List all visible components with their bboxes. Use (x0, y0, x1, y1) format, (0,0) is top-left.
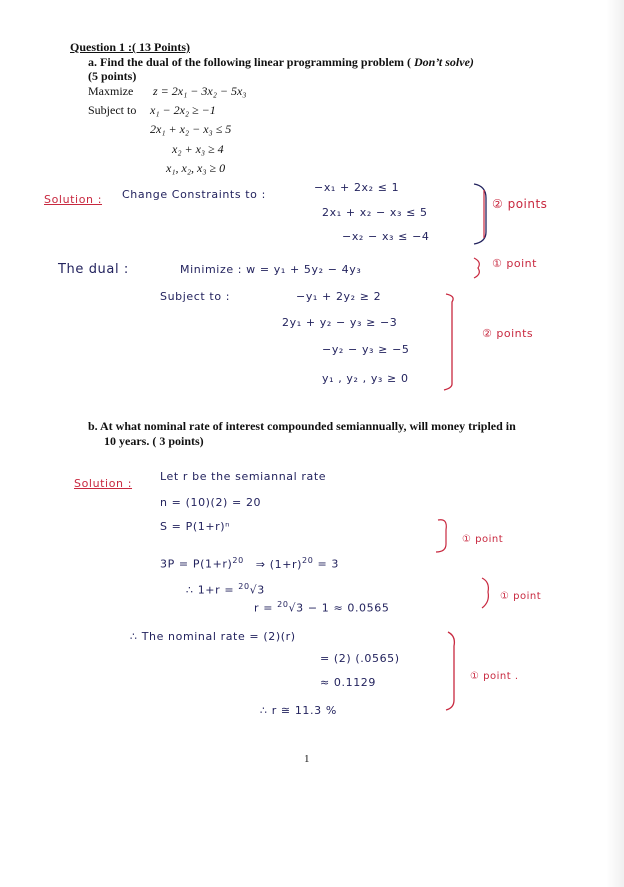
brace-mark (482, 578, 488, 608)
brace-mark (444, 294, 453, 390)
question-title: Question 1 :( 13 Points) (70, 40, 190, 54)
page-number: 1 (304, 753, 310, 765)
root-index: 20 (277, 600, 289, 609)
part-a-prompt-emphasis: Don’t solve) (411, 55, 474, 69)
equation-part: 3P = P(1+r) (160, 557, 233, 571)
changed-constraint: −x₂ − x₃ ≤ −4 (342, 230, 430, 243)
subject-to-label: Subject to (88, 103, 137, 117)
part-a-prompt-text: a. Find the dual of the following linear programming problem ( (88, 55, 412, 69)
objective-function: z = 2x₁ − 3x₂ − 5x₃ (153, 84, 247, 98)
solution-line: Let r be the semiannal rate (160, 470, 327, 483)
solution-a-label: Solution : (44, 193, 103, 206)
changed-constraint: −x₁ + 2x₂ ≤ 1 (314, 181, 400, 194)
nominal-rate-line: ∴ The nominal rate = (2)(r) (130, 630, 296, 643)
dual-constraint: 2y₁ + y₂ − y₃ ≥ −3 (282, 316, 398, 329)
brace-mark (436, 520, 446, 552)
primal-constraint: x₂ + x₃ ≥ 4 (172, 142, 224, 156)
equation-part: = 3 (313, 557, 340, 571)
points-annotation: ① point (500, 591, 542, 602)
equation-part: √3 − 1 ≈ 0.0565 (288, 601, 390, 615)
points-annotation: ① point (492, 257, 537, 270)
final-answer: ∴ r ≅ 11.3 % (260, 704, 337, 717)
points-annotation: ② points (492, 197, 548, 211)
equation-part: ∴ 1+r = (186, 583, 239, 597)
dual-constraint: −y₂ − y₃ ≥ −5 (322, 343, 410, 356)
primal-constraint: 2x₁ + x₂ − x₃ ≤ 5 (150, 122, 232, 136)
dual-constraint: −y₁ + 2y₂ ≥ 2 (296, 290, 382, 303)
points-annotation: ① point . (470, 671, 519, 682)
part-b-prompt: b. At what nominal rate of interest compounded semiannually, will money tripled in (88, 419, 516, 433)
objective-label: Maxmize (88, 84, 134, 98)
nominal-rate-line: ≈ 0.1129 (320, 676, 377, 689)
dual-constraint: y₁ , y₂ , y₃ ≥ 0 (322, 372, 409, 385)
equation-part: ⇒ (1+r) (255, 557, 303, 571)
exponent: 20 (232, 556, 244, 565)
dual-objective: Minimize : w = y₁ + 5y₂ − 4y₃ (180, 263, 362, 276)
primal-constraint: x₁, x₂, x₃ ≥ 0 (166, 161, 226, 175)
root-index: 20 (238, 582, 250, 591)
primal-constraint: x₁ − 2x₂ ≥ −1 (150, 103, 216, 117)
solution-b-label: Solution : (74, 477, 133, 490)
part-a-points: (5 points) (88, 69, 137, 83)
changed-constraint: 2x₁ + x₂ − x₃ ≤ 5 (322, 206, 428, 219)
part-b-prompt-continued: 10 years. ( 3 points) (104, 434, 204, 448)
brace-mark (446, 632, 454, 710)
exponent: 20 (302, 556, 314, 565)
dual-label: The dual : (58, 262, 129, 277)
subject-to-handwritten: Subject to : (160, 290, 231, 303)
points-annotation: ① point (462, 534, 504, 545)
equation-part: √3 (249, 583, 265, 597)
change-constraints-text: Change Constraints to : (122, 188, 266, 201)
nominal-rate-line: = (2) (.0565) (320, 652, 400, 665)
equation-part: r = (254, 601, 278, 615)
solution-line: S = P(1+r)ⁿ (160, 520, 231, 533)
solution-line: n = (10)(2) = 20 (160, 496, 262, 509)
brace-mark (474, 258, 479, 278)
points-annotation: ② points (482, 327, 534, 340)
